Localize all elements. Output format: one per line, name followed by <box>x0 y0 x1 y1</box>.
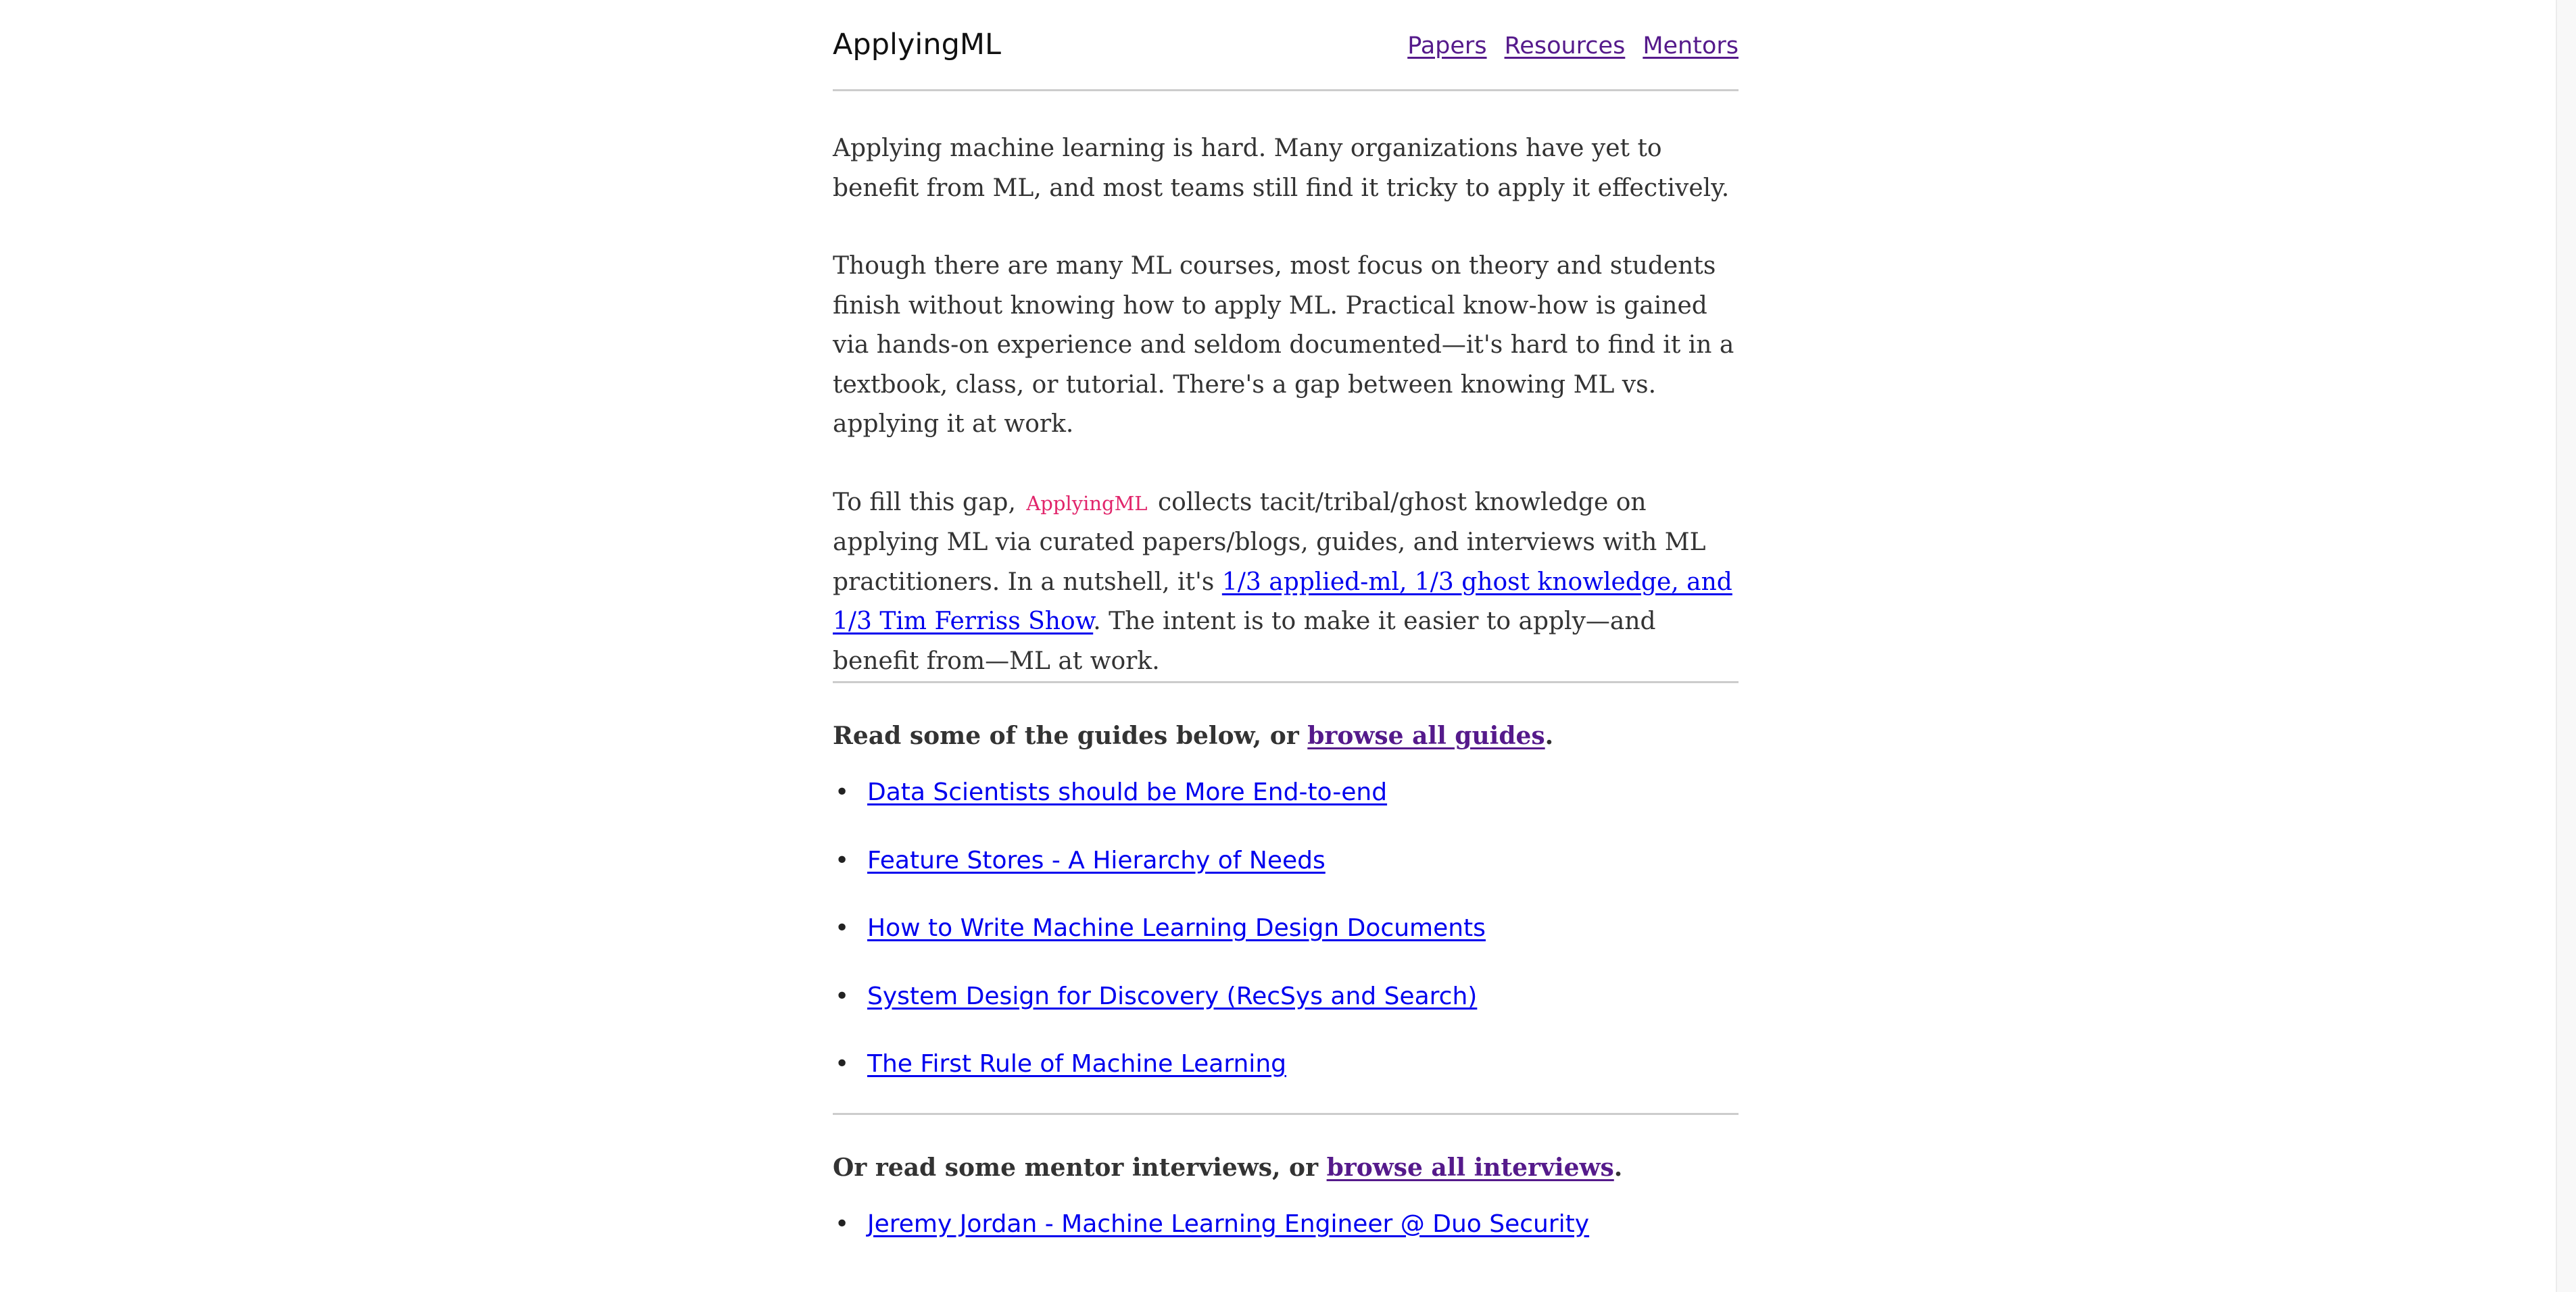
browse-all-interviews-link[interactable]: browse all interviews <box>1326 1153 1614 1182</box>
list-item <box>833 841 1739 880</box>
list-item <box>833 773 1739 812</box>
guides-lead-text: Read some of the guides below, or <box>833 722 1299 750</box>
list-item <box>833 909 1739 948</box>
intro-section <box>833 91 1739 681</box>
nav-link-papers[interactable]: Papers <box>1407 32 1487 59</box>
guide-link[interactable]: Data Scientists should be More End-to-end <box>867 778 1388 806</box>
bullet-icon: • <box>835 1050 850 1078</box>
guide-link[interactable]: Feature Stores - A Hierarchy of Needs <box>867 846 1326 874</box>
nav-link-resources[interactable]: Resources <box>1504 32 1626 59</box>
guide-link[interactable]: System Design for Discovery (RecSys and Search) <box>867 982 1478 1010</box>
bullet-icon: • <box>835 1210 850 1238</box>
guides-lead-period: . <box>1545 722 1554 750</box>
nav-link-mentors[interactable]: Mentors <box>1643 32 1739 59</box>
page-scrollbar[interactable] <box>2556 0 2576 1292</box>
list-item <box>833 1045 1739 1084</box>
interviews-lead <box>833 1148 1739 1187</box>
interview-link[interactable]: Jeremy Jordan - Machine Learning Engineer @ Duo Security <box>867 1210 1590 1238</box>
section-divider <box>833 1113 1739 1115</box>
bullet-icon: • <box>835 846 850 874</box>
intro-paragraph-3 <box>833 483 1739 682</box>
bullet-icon: • <box>835 778 850 806</box>
intro-paragraph-2: Though there are many ML courses, most focus on theory and students finish without knowing how to apply ML. Practical know-how is gained via hands-on experience and seldom documented—it's hard to find it in a textbook, class, or tutorial. There's a gap between knowing ML vs. applying it at work. <box>833 252 1734 438</box>
intro-p3-middle: collects tacit/tribal/ghost knowledge on applying ML via curated papers/blogs, guides, and interviews with ML practitioners. In a nutshell, it's <box>833 488 1706 596</box>
site-header <box>833 0 1739 91</box>
guide-link[interactable]: The First Rule of Machine Learning <box>867 1050 1286 1078</box>
guides-lead <box>833 716 1739 755</box>
guides-list <box>833 773 1739 1084</box>
guides-section <box>833 716 1739 1084</box>
interviews-lead-period: . <box>1613 1153 1623 1182</box>
interviews-lead-text: Or read some mentor interviews, or <box>833 1153 1319 1182</box>
guide-link[interactable]: How to Write Machine Learning Design Documents <box>867 914 1486 942</box>
list-item <box>833 977 1739 1016</box>
intro-paragraph-1: Applying machine learning is hard. Many organizations have yet to benefit from ML, and most teams still find it tricky to apply it effectively. <box>833 134 1730 202</box>
bullet-icon: • <box>835 914 850 942</box>
interviews-section <box>833 1148 1739 1244</box>
section-divider <box>833 681 1739 683</box>
applied-ml-ghost-knowledge-link[interactable]: 1/3 applied-ml, 1/3 ghost knowledge, and 1/3 Tim Ferriss Show <box>833 568 1732 635</box>
bullet-icon: • <box>835 982 850 1010</box>
intro-p3-before: To fill this gap, <box>833 488 1016 516</box>
top-nav <box>1407 27 1739 65</box>
intro-p3-after: . The intent is to make it easier to apply—and benefit from—ML at work. <box>833 607 1656 675</box>
site-title-link[interactable]: ApplyingML <box>833 28 1001 61</box>
page-container <box>833 0 1739 1272</box>
list-item <box>833 1205 1739 1244</box>
browse-all-guides-link[interactable]: browse all guides <box>1307 722 1545 750</box>
brand-inline-name: ApplyingML <box>1026 491 1148 515</box>
interviews-list <box>833 1205 1739 1244</box>
